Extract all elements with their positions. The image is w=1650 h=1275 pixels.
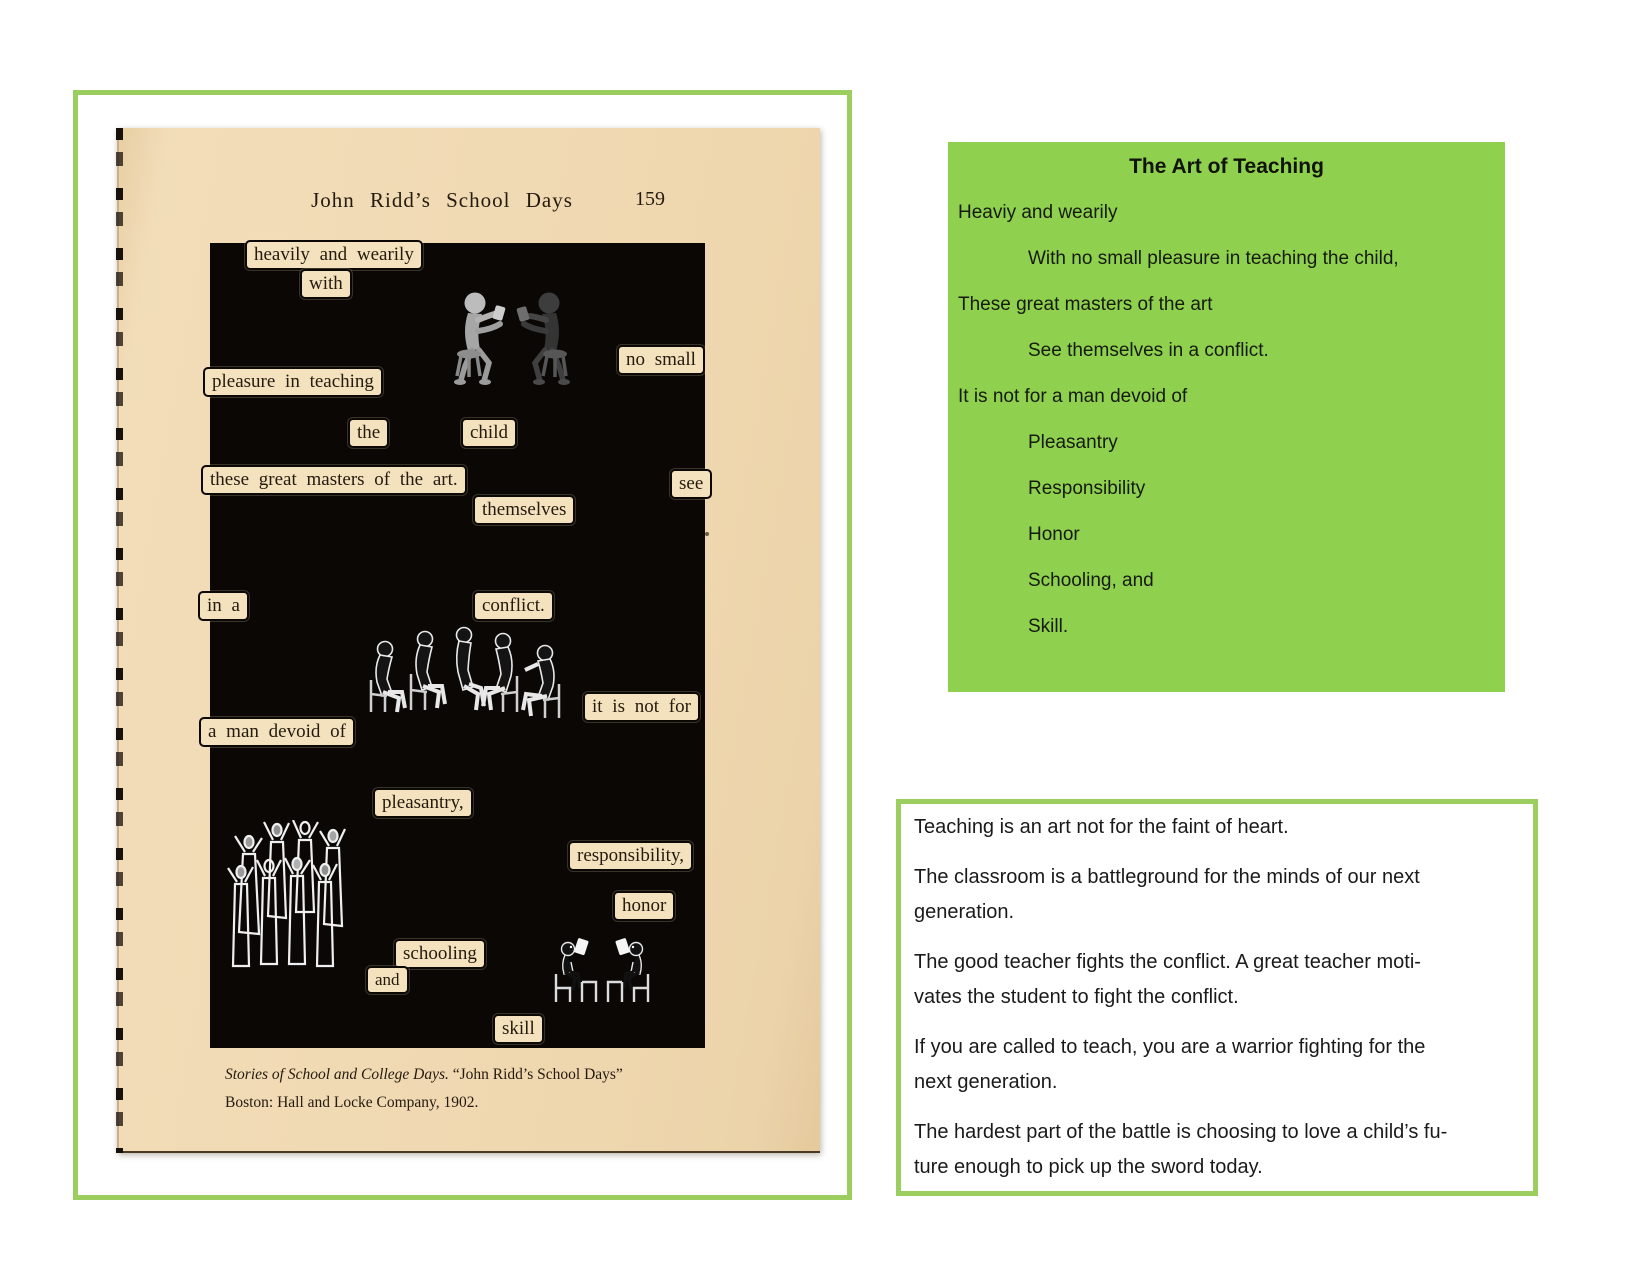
poem-line: Skill. — [1028, 616, 1069, 637]
poem-line: Pleasantry — [1028, 432, 1118, 453]
book-page-number: 159 — [635, 188, 665, 210]
celebrating-crowd-illustration — [221, 820, 359, 970]
blackout-word: no small — [617, 345, 705, 375]
essay-line: vates the student to fight the conflict. — [914, 986, 1239, 1008]
torn-page-edge — [116, 128, 123, 1153]
poem-box — [948, 142, 1505, 692]
blackout-word: themselves — [473, 495, 575, 525]
blackout-word: heavily and wearily — [245, 240, 423, 270]
blackout-word: and — [366, 966, 409, 994]
blackout-word: skill — [493, 1014, 544, 1044]
blackout-word: pleasantry, — [373, 788, 473, 818]
blackout-word: schooling — [394, 939, 486, 969]
citation-book-title: Stories of School and College Days. — [225, 1066, 449, 1083]
blackout-word: honor — [613, 891, 675, 921]
blackout-word: these great masters of the art. — [201, 465, 467, 495]
poem-line: Schooling, and — [1028, 570, 1154, 591]
blackout-word: conflict. — [473, 591, 554, 621]
blackout-word: in a — [198, 591, 249, 621]
blackout-word: the — [348, 418, 389, 448]
poem-line: It is not for a man devoid of — [958, 386, 1188, 407]
essay-line: The hardest part of the battle is choosing to love a child’s fu- — [914, 1121, 1448, 1143]
seated-discussion-group-illustration — [359, 618, 561, 724]
essay-line: Teaching is an art not for the faint of heart. — [914, 816, 1289, 838]
blackout-word: pleasure in teaching — [203, 367, 383, 397]
poem-line: With no small pleasure in teaching the child, — [1028, 248, 1399, 269]
citation-line-2: Boston: Hall and Locke Company, 1902. — [225, 1094, 479, 1111]
essay-box — [896, 799, 1538, 1196]
blackout-word: it is not for — [583, 692, 700, 722]
poem-lines — [958, 190, 1495, 650]
essay-line: The good teacher fights the conflict. A great teacher moti- — [914, 951, 1421, 973]
two-figures-reading-on-stools-illustration — [445, 286, 581, 388]
essay-line: The classroom is a battleground for the minds of our next — [914, 866, 1420, 888]
blackout-word: child — [461, 418, 517, 448]
poem-title: The Art of Teaching — [1129, 155, 1324, 178]
two-students-reading-at-desks-illustration — [551, 938, 653, 1006]
citation-chapter: “John Ridd’s School Days” — [448, 1066, 623, 1083]
blackout-word: with — [300, 269, 352, 299]
essay-line: next generation. — [914, 1071, 1058, 1093]
blackout-word: a man devoid of — [199, 717, 355, 747]
blackout-word: responsibility, — [568, 841, 693, 871]
poem-line: Honor — [1028, 524, 1080, 545]
essay-line: generation. — [914, 901, 1015, 923]
essay-line: ture enough to pick up the sword today. — [914, 1156, 1263, 1178]
citation-line-1 — [225, 1066, 623, 1084]
poem-line: See themselves in a conflict. — [1028, 340, 1269, 361]
poem-line: These great masters of the art — [958, 294, 1213, 315]
poem-line: Heaviy and wearily — [958, 202, 1118, 223]
poem-line: Responsibility — [1028, 478, 1146, 499]
blackout-word: see — [670, 469, 712, 499]
essay-line: If you are called to teach, you are a warrior fighting for the — [914, 1036, 1426, 1058]
page-speck — [705, 532, 709, 536]
book-page-title: John Ridd’s School Days — [311, 188, 573, 212]
scanned-book-page — [117, 128, 820, 1153]
